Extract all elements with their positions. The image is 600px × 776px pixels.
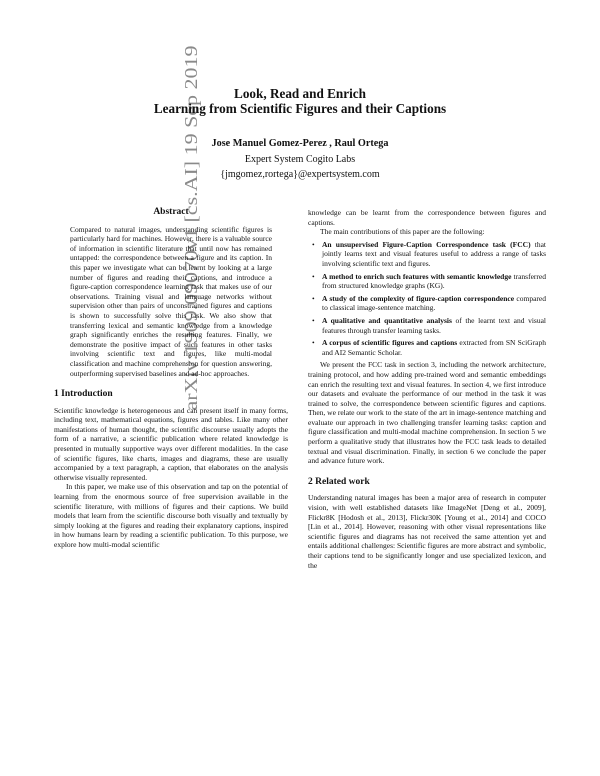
contribution-item [308, 294, 546, 313]
paper-email: {jmgomez,rortega}@expertsystem.com [220, 169, 380, 180]
paper-title-line-2: Learning from Scientific Figures and their Captions [153, 101, 447, 116]
contribution-bold: A study of the complexity of figure-caption correspondence [322, 293, 515, 303]
right-paragraph-1: knowledge can be learnt from the correspondence between figures and captions. [308, 208, 546, 227]
contribution-rest: of the learnt text and visual features through transfer learning tasks. [322, 315, 546, 335]
contribution-item [308, 272, 546, 291]
introduction-heading: 1 Introduction [54, 389, 113, 400]
right-column [308, 208, 546, 570]
related-work-heading: 2 Related work [308, 476, 370, 487]
arxiv-identifier-text: arXiv:1909.09070v1 [cs.AI] 19 Sep 2019 [181, 111, 201, 411]
contribution-rest: transferred from structured knowledge graphs (KG). [322, 271, 546, 291]
paper-affiliation: Expert System Cogito Labs [244, 154, 356, 165]
left-column [54, 208, 288, 550]
contribution-bold: A qualitative and quantitative analysis [322, 315, 452, 325]
contribution-rest: extracted from SN SciGraph and AI2 Semantic Scholar. [322, 338, 546, 357]
contributions-intro: The main contributions of this paper are the following: [320, 227, 485, 237]
contribution-rest: compared to classical image-sentence matching. [322, 293, 546, 313]
contribution-item [308, 338, 546, 357]
paper-title-line-1: Look, Read and Enrich [234, 86, 366, 101]
contribution-bold: A corpus of scientific figures and captions [322, 338, 458, 348]
introduction-paragraph-2: In this paper, we make use of this observation and tap on the potential of learning from the enormous source of free supervision available in the scientific literature, with millions of figures and their captions. We build models that learn from the scientific discourse both visually and textually by simply looking at the figures and reading their explanatory captions, inspired in how humans learn by reading a scientific publication. To this purpose, we explore how multi-modal scientific [54, 482, 288, 549]
paper-authors: Jose Manuel Gomez-Perez , Raul Ortega [211, 138, 389, 149]
outline-paragraph: We present the FCC task in section 3, including the network architecture, training protocol, and how adding pre-trained word and semantic embeddings can enrich the resulting text and visual features. In section 4, we first introduce our datasets and evaluate the performance of our method in the task it was trained to solve, the correspondence between scientific figures and captions. Then, we relate our work to the state of the art in image-sentence matching and evaluate our approach in two challenging transfer learning tasks: caption and figure classification and multi-modal machine comprehension. In section 5 we perform a qualitative study that illustrates how the FCC task leads to detailed textual and visual discrimination. Finally, in section 6 we conclude the paper and advance future work. [308, 360, 546, 466]
contribution-item [308, 316, 546, 335]
contribution-bold: A method to enrich such features with semantic knowledge [322, 271, 512, 281]
contribution-bold: An unsupervised Figure-Caption Correspondence task (FCC) [322, 239, 531, 249]
contribution-rest: that jointly learns text and visual features useful to address a range of tasks involving scientific text and figures. [322, 239, 546, 268]
introduction-paragraph-1: Scientific knowledge is heterogeneous and can present itself in many forms, including text, mathematical equations, figures and tables. Like many other manifestations of human thought, the scientific discourse usually adopts the form of a narrative, a scientific publication where related knowledge is presented in mutually supportive ways over different modalities. In the case of scientific figures, like charts, images and diagrams, these are usually accompanied by a text paragraph, a caption, that elaborates on the analysis otherwise visually represented. [54, 405, 288, 482]
related-work-paragraph: Understanding natural images has been a major area of research in computer vision, with well established datasets like ImageNet [Deng et al., 2009], Flickr8K [Hodosh et al., 2013], Flickr30K [Young et al., 2014] and COCO [Lin et al., 2014]. However, reasoning with other visual representations like scientific figures and diagrams has not received the same attention yet and entails additional challenges: Scientific figures are more abstract and symbolic, their captions tend to be significantly longer and use specialized lexicon, and the [308, 493, 546, 570]
abstract-text: Compared to natural images, understanding scientific figures is particularly hard for machines. However, there is a valuable source of information in scientific literature that until now has remained untapped: the correspondence between a figure and its caption. In this paper we investigate what can be learnt by looking at a large number of figures and reading their captions, and introduce a figure-caption correspondence learning task that makes use of our observations. Training visual and language networks without supervision other than pairs of unconstrained figures and captions is shown to successfully solve this task. We also show that transferring lexical and semantic knowledge from a knowledge graph significantly enriches the resulting features. Finally, we demonstrate the positive impact of such features in other tasks involving scientific text and figures, like multi-modal classification and machine comprehension for question answering, outperforming supervised baselines and ad-hoc approaches. [70, 224, 272, 378]
abstract-heading: Abstract [153, 207, 189, 217]
contributions-list [308, 240, 546, 358]
contribution-item [308, 240, 546, 269]
